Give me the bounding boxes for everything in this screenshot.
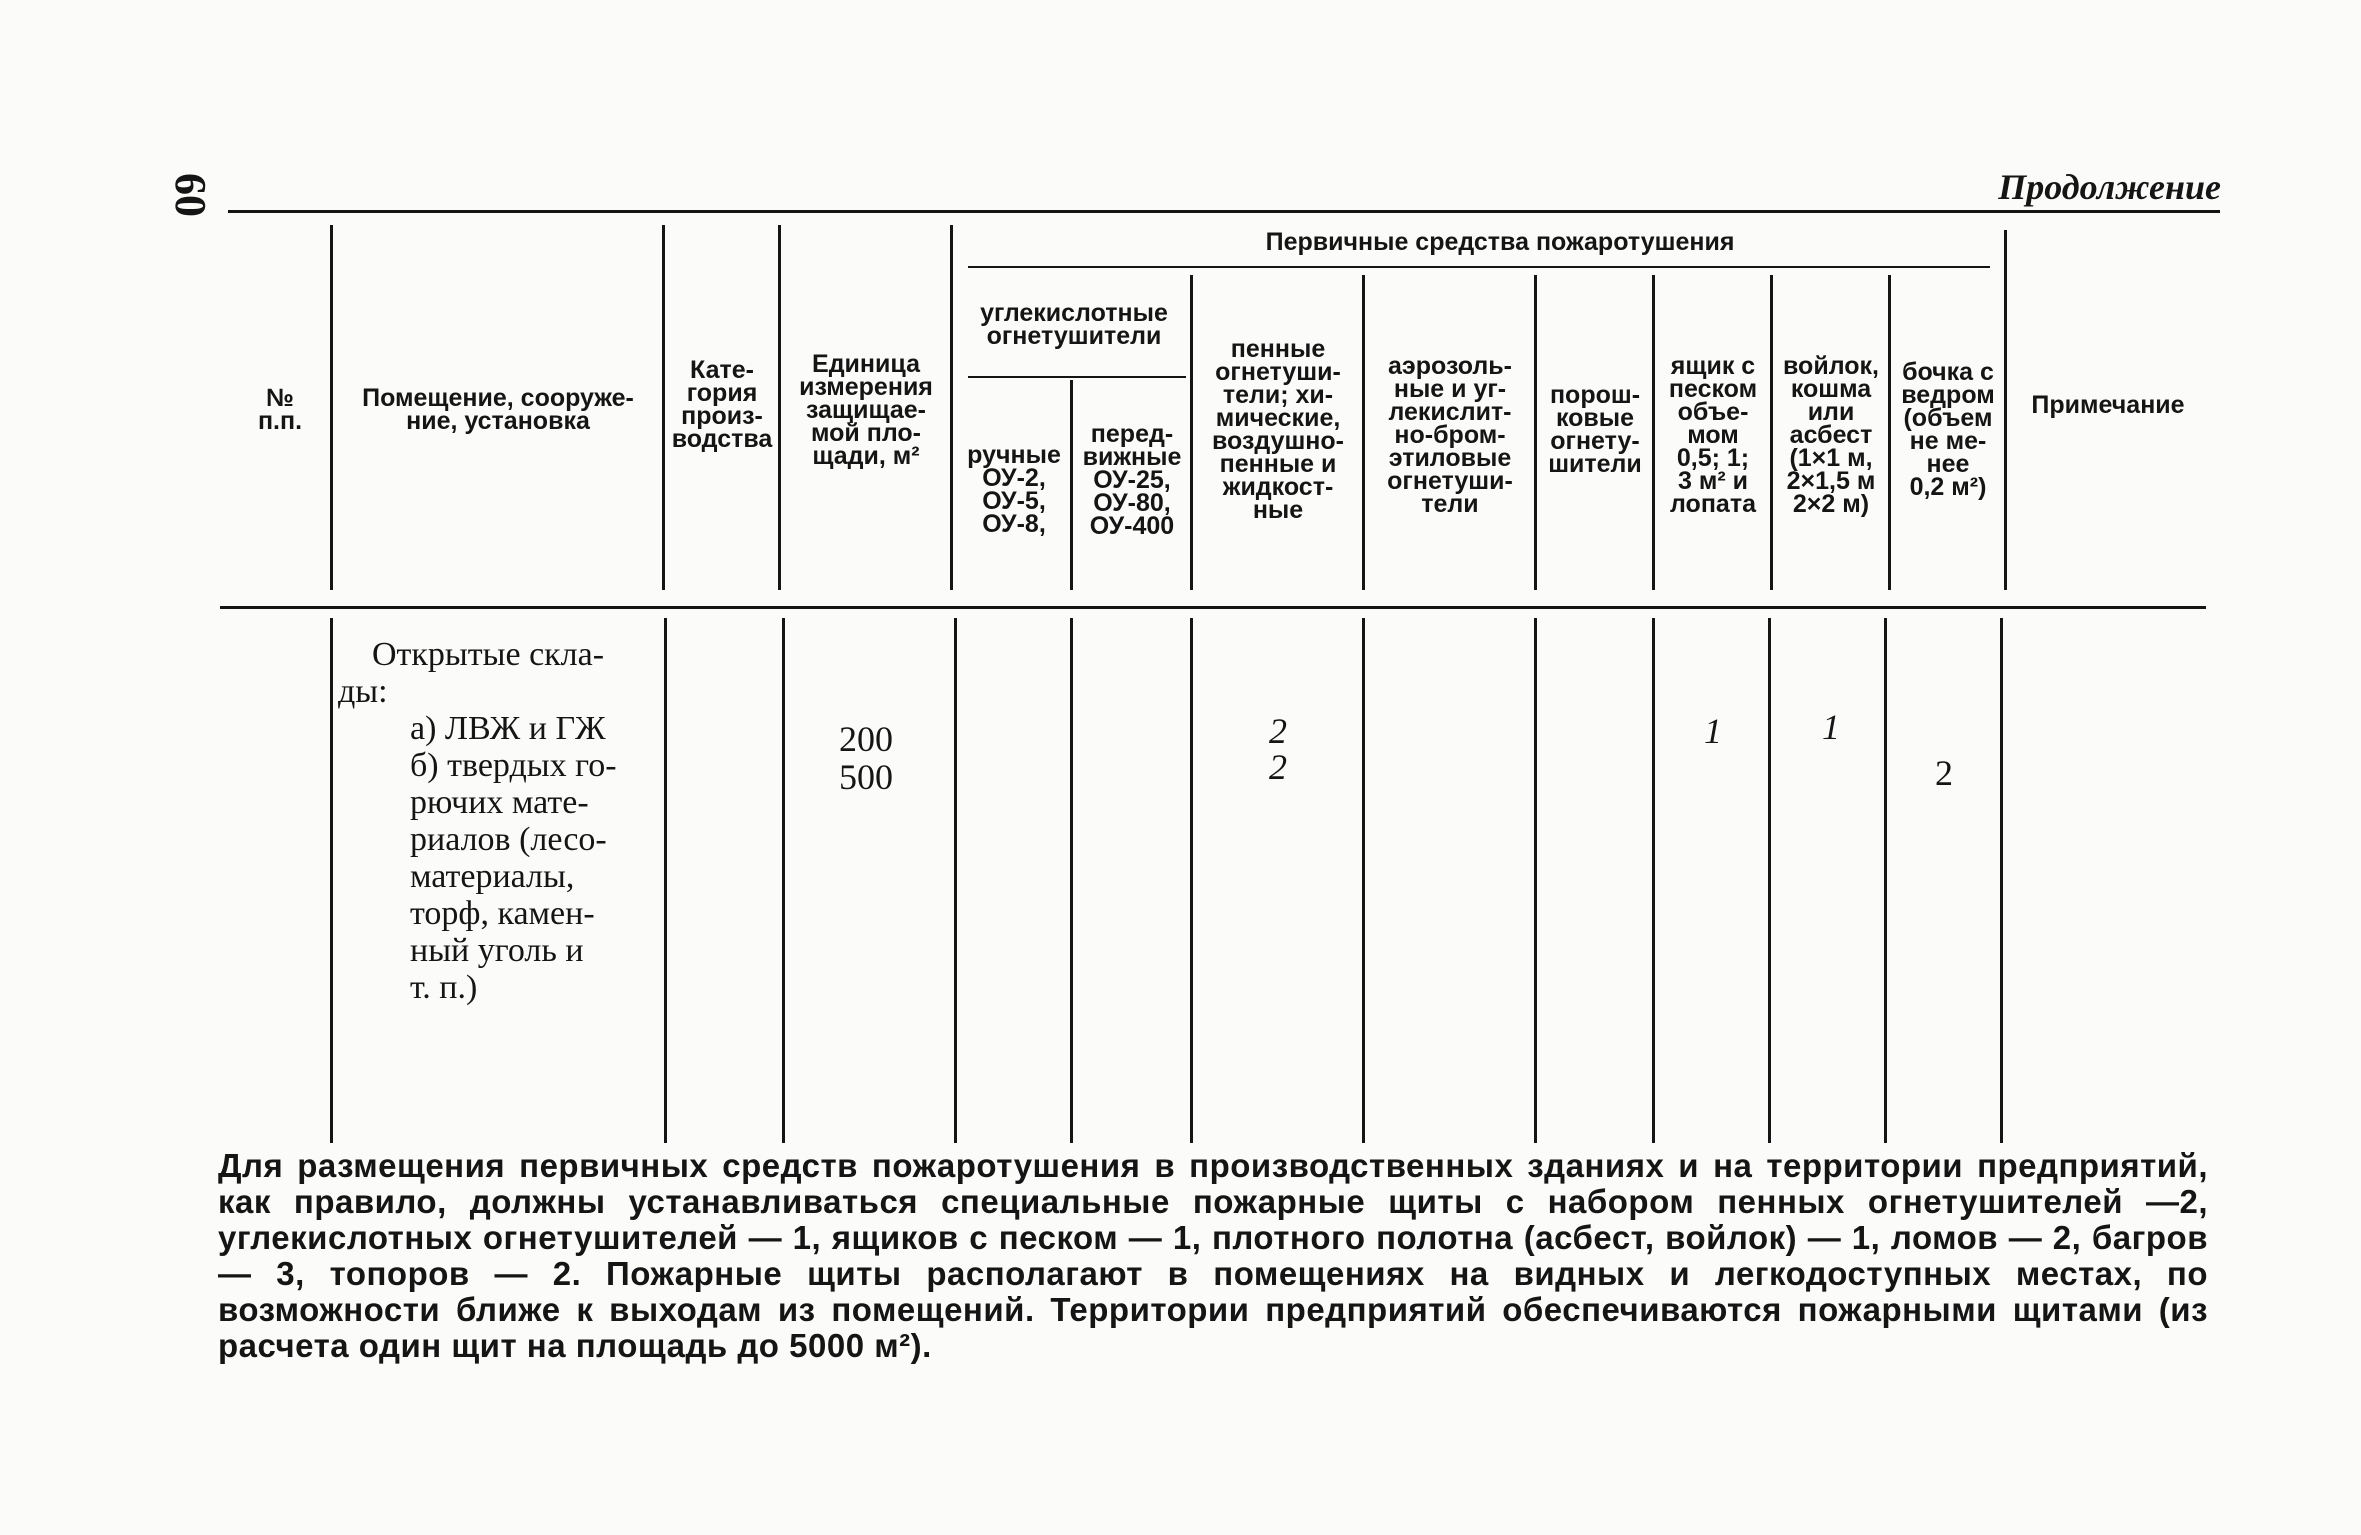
barrel-value: 2 [1935, 753, 1953, 793]
col-divider [664, 618, 667, 1143]
col-divider [1362, 618, 1365, 1143]
header-note: Примечание [2031, 390, 2185, 419]
row-item-b-line: материалы, [410, 858, 575, 895]
header-co2-manual: ручные ОУ-2, ОУ-5, ОУ-8, [967, 441, 1061, 538]
row-item-b-line: т. п.) [410, 969, 478, 1006]
footnote-paragraph: Для размещения первичных средств пожаротушения в производственных зданиях и на территории предприятий, как правило, должны устанавливаться специальные пожарные щиты с набором пенных огнетушителей —2, углекислотных огнетушителей — 1, ящиков с песком — 1, плотного полотна (асбест, войлок) — 1, ломов — 2, багров — 3, топоров — 2. Пожарные щиты располагают в помещениях на видных и легкодоступных местах, по возможности ближе к выходам из помещений. Территории предприятий обеспечиваются пожарными щитами (из расчета один щит на площадь до 5000 м²). [218, 1147, 2208, 1364]
col-divider [1534, 275, 1537, 590]
header-powder: порош- ковые огнету- шители [1548, 381, 1642, 478]
col-divider [954, 618, 957, 1143]
row-item-b-line: риалов (лесо- [410, 821, 607, 858]
sandbox-value: 1 [1704, 711, 1722, 751]
unit-value-a: 200 [839, 719, 893, 759]
col-divider [950, 225, 953, 590]
row-item-b-line: торф, камен- [410, 895, 595, 932]
row-item-b [410, 747, 664, 1006]
col-divider [1534, 618, 1537, 1143]
col-divider [330, 618, 333, 1143]
foam-value-a: 2 [1269, 711, 1287, 751]
co2-rule [968, 376, 1186, 378]
row-item-b-line: ный уголь и [410, 932, 584, 969]
row-title-line2: ды: [338, 673, 388, 710]
foam-value-b: 2 [1269, 747, 1287, 787]
page-number: 60 [166, 173, 215, 217]
header-barrel: бочка с ведром (объем не ме- нее 0,2 м²) [1901, 358, 1995, 501]
row-item-b-line: рючих мате- [410, 784, 589, 821]
header-premises: Помещение, сооруже- ние, установка [362, 384, 634, 435]
col-divider [1190, 618, 1193, 1143]
col-divider [1770, 275, 1773, 590]
col-divider [662, 225, 665, 590]
row-item-b-line: б) твердых го- [410, 747, 617, 784]
unit-value-b: 500 [839, 757, 893, 797]
header-group: Первичные средства пожаротушения [1265, 227, 1735, 256]
header-num: № п.п. [257, 384, 303, 435]
col-divider [778, 225, 781, 590]
header-bottom-rule [220, 606, 2206, 609]
felt-value: 1 [1822, 707, 1840, 747]
header-category: Кате- гория произ- водства [671, 356, 773, 453]
header-co2-mobile: перед- вижные ОУ-25, ОУ-80, ОУ-400 [1082, 419, 1182, 540]
row-title-line1: Открытые скла- [372, 636, 605, 673]
col-divider [1888, 275, 1891, 590]
header-felt: войлок, кошма или асбест (1×1 м, 2×1,5 м 2×2 м) [1783, 351, 1879, 518]
col-divider [330, 225, 333, 590]
col-divider [1768, 618, 1771, 1143]
col-divider [1070, 618, 1073, 1143]
header-sandbox: ящик с песком объе- мом 0,5; 1; 3 м² и лопата [1668, 351, 1758, 518]
top-rule [228, 210, 2220, 213]
header-co2: углекислотные огнетушители [980, 299, 1168, 350]
col-divider [782, 618, 785, 1143]
col-divider [2000, 618, 2003, 1143]
col-divider [1652, 275, 1655, 590]
col-divider [1362, 275, 1365, 590]
col-divider [1884, 618, 1887, 1143]
col-divider [1652, 618, 1655, 1143]
continuation-label: Продолжение [1998, 167, 2221, 207]
col-divider [2004, 230, 2007, 590]
col-divider [1070, 380, 1073, 590]
group-rule [968, 266, 1990, 268]
row-item-a: а) ЛВЖ и ГЖ [410, 710, 606, 747]
header-foam: пенные огнетуши- тели; хи- мические, воздушно- пенные и жидкост- ные [1211, 335, 1345, 524]
col-divider [1190, 275, 1193, 590]
header-unit: Единица измерения защищае- мой пло- щади, м² [799, 349, 933, 470]
header-aerosol: аэрозоль- ные и уг- лекислит- но-бром- этиловые огнетуши- тели [1387, 351, 1513, 518]
